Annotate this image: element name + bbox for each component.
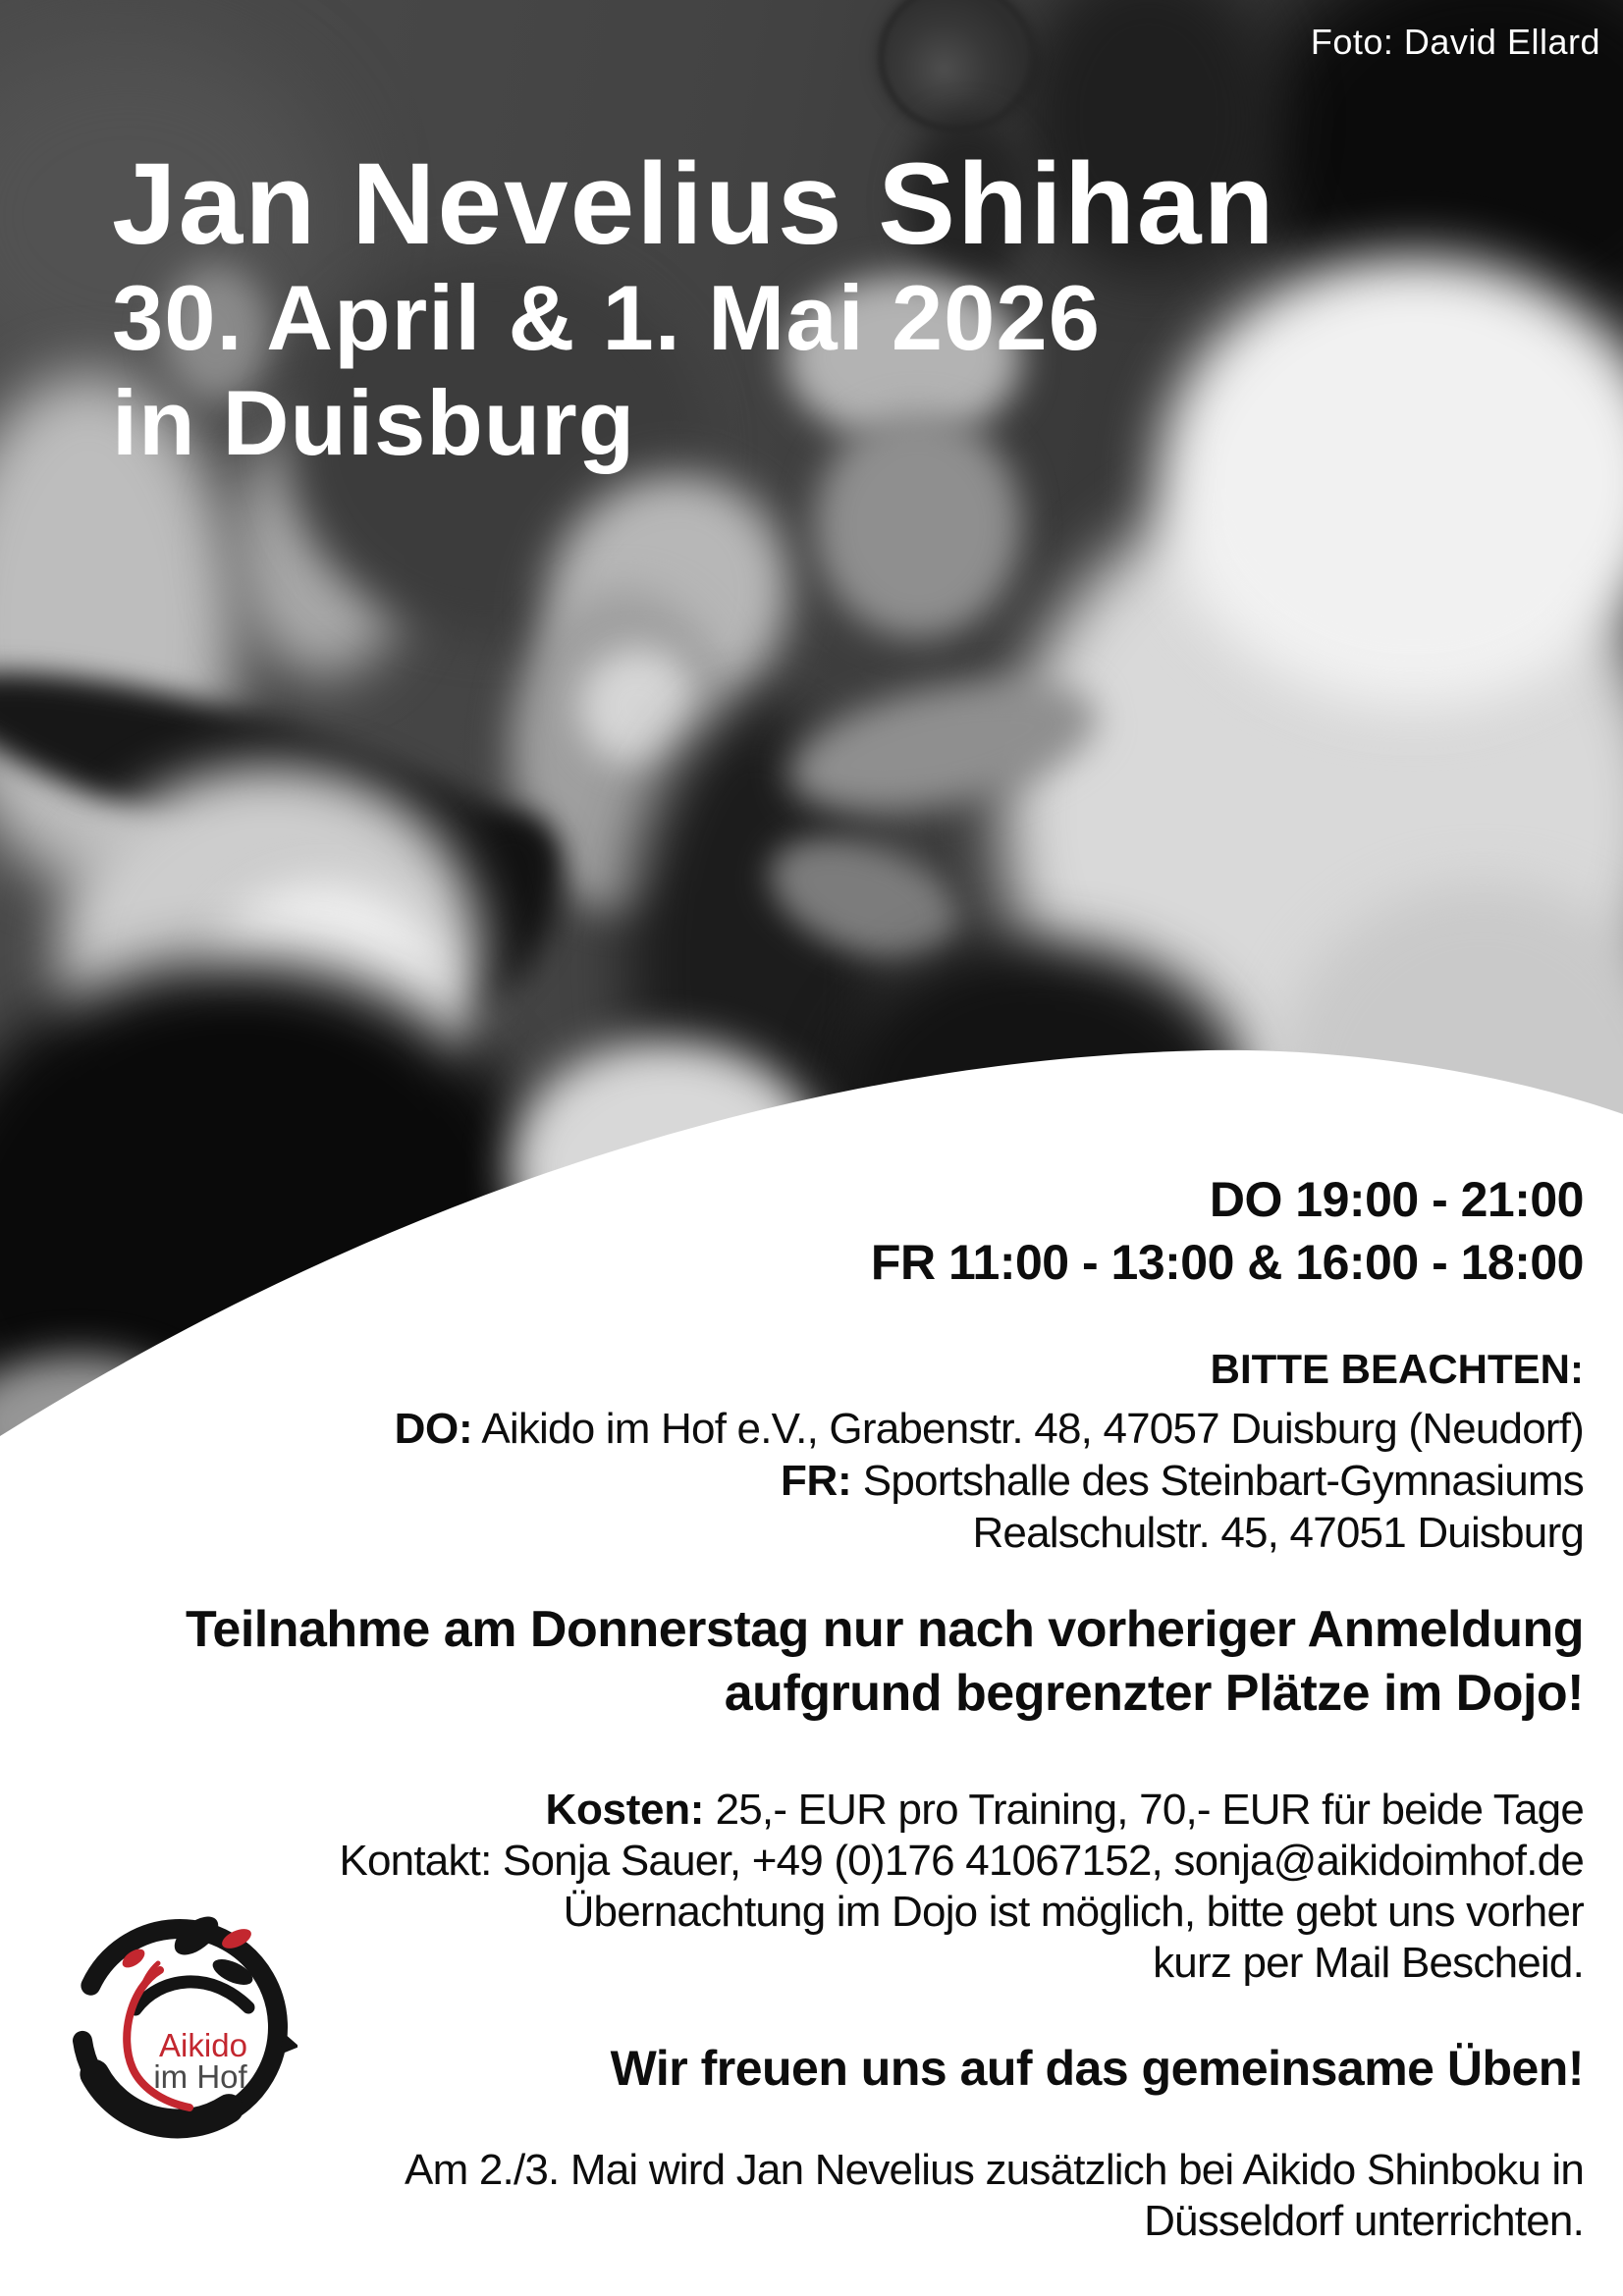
accommodation-line1: Übernachtung im Dojo ist möglich, bitte gebt uns vorher [563, 1888, 1584, 1936]
cost-line [339, 1785, 1584, 1836]
accommodation-line2: kurz per Mail Bescheid. [1153, 1939, 1584, 1987]
registration-headline-line2: aufgrund begrenzter Plätze im Dojo! [724, 1665, 1584, 1722]
registration-headline-line1: Teilnahme am Donnerstag nur nach vorheriger Anmeldung [186, 1601, 1584, 1658]
enso-logo-icon [62, 1909, 298, 2145]
address-fr-prefix: FR: [780, 1457, 852, 1505]
schedule-friday: FR 11:00 - 13:00 & 16:00 - 18:00 [870, 1235, 1584, 1290]
postscript-block [405, 2145, 1584, 2247]
title-date: 30. April & 1. Mai 2026 [112, 266, 1101, 369]
address-friday [395, 1455, 1584, 1507]
address-friday-street: Realschulstr. 45, 47051 Duisburg [972, 1509, 1584, 1557]
poster-title [112, 139, 1276, 475]
logo-wordmark-line1: Aikido [159, 2027, 247, 2063]
title-name: Jan Nevelius Shihan [112, 139, 1276, 269]
notice-block [395, 1343, 1584, 1559]
aikido-im-hof-logo [62, 1909, 298, 2145]
address-do-text: Aikido im Hof e.V., Grabenstr. 48, 47057 Duisburg (Neudorf) [472, 1405, 1584, 1453]
postscript-line2: Düsseldorf unterrichten. [1144, 2197, 1584, 2245]
cost-text: 25,- EUR pro Training, 70,- EUR für beide Tage [704, 1786, 1584, 1834]
logo-wordmark-line2: im Hof [153, 2058, 247, 2095]
details-block [339, 1785, 1584, 1989]
contact-line: Kontakt: Sonja Sauer, +49 (0)176 41067152, sonja@aikidoimhof.de [339, 1837, 1584, 1885]
photo-credit: Foto: David Ellard [1310, 22, 1600, 62]
address-thursday [395, 1403, 1584, 1455]
postscript-line1: Am 2./3. Mai wird Jan Nevelius zusätzlich bei Aikido Shinboku in [405, 2146, 1584, 2194]
title-city: in Duisburg [112, 371, 636, 474]
schedule-thursday: DO 19:00 - 21:00 [1209, 1172, 1584, 1227]
wall-clock-icon [879, 0, 1034, 132]
photo-blob [579, 648, 697, 766]
closing-line: Wir freuen uns auf das gemeinsame Üben! [610, 2041, 1584, 2096]
address-fr-text: Sportshalle des Steinbart-Gymnasiums [851, 1457, 1584, 1505]
registration-headline [186, 1598, 1584, 1726]
cost-prefix: Kosten: [545, 1786, 705, 1834]
schedule-block [871, 1168, 1584, 1294]
address-do-prefix: DO: [394, 1405, 473, 1453]
notice-header: BITTE BEACHTEN: [1210, 1346, 1584, 1392]
